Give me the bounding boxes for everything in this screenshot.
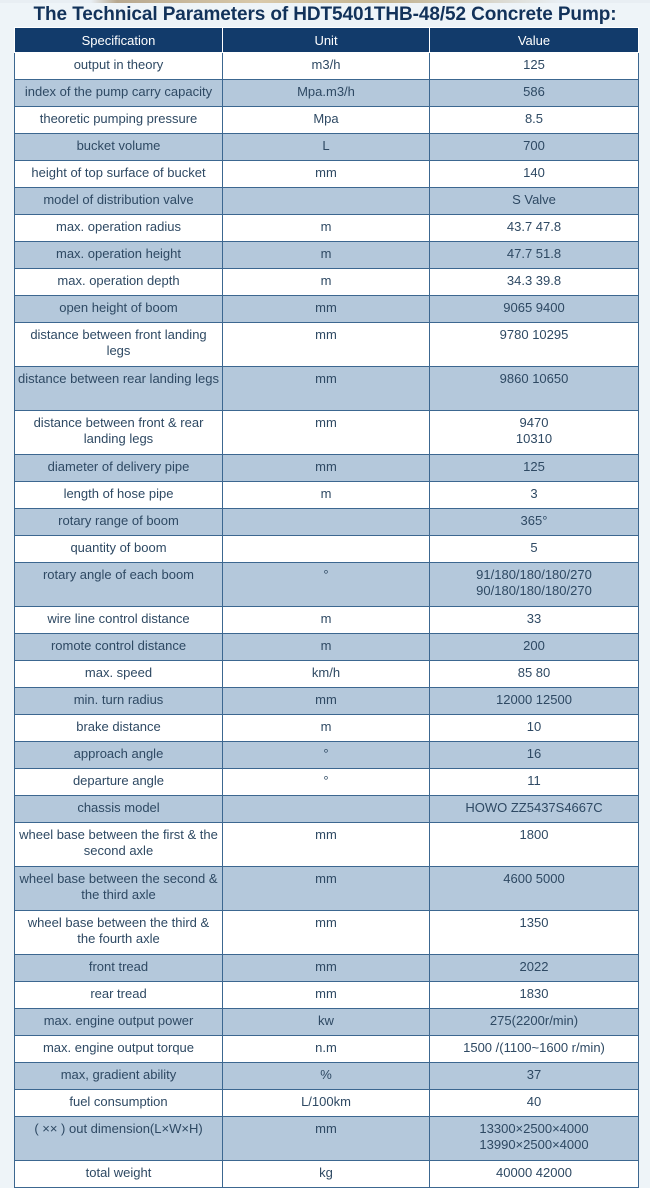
table-row	[15, 1063, 639, 1090]
table-row	[15, 161, 639, 188]
table-header-row	[15, 28, 639, 53]
unit-cell	[223, 536, 430, 563]
value-cell: 3	[430, 482, 639, 509]
value-cell: 10	[430, 715, 639, 742]
spec-cell: max. speed	[15, 661, 223, 688]
unit-cell: m3/h	[223, 53, 430, 80]
unit-cell: m	[223, 482, 430, 509]
spec-cell: total weight	[15, 1161, 223, 1188]
spec-cell: max. operation radius	[15, 215, 223, 242]
spec-cell: output in theory	[15, 53, 223, 80]
table-row	[15, 482, 639, 509]
value-cell: 9470 10310	[430, 411, 639, 455]
table-row	[15, 688, 639, 715]
spec-cell: max. operation depth	[15, 269, 223, 296]
parameters-table	[14, 27, 639, 1188]
value-cell: 365°	[430, 509, 639, 536]
unit-cell	[223, 796, 430, 823]
spec-cell: theoretic pumping pressure	[15, 107, 223, 134]
unit-cell: m	[223, 607, 430, 634]
table-row	[15, 455, 639, 482]
value-cell: 125	[430, 455, 639, 482]
value-cell: 8.5	[430, 107, 639, 134]
table-row	[15, 955, 639, 982]
unit-cell: mm	[223, 161, 430, 188]
unit-cell: mm	[223, 1117, 430, 1161]
table-row	[15, 107, 639, 134]
table-row	[15, 715, 639, 742]
unit-cell: °	[223, 742, 430, 769]
header-value: Value	[430, 28, 639, 53]
spec-cell: wire line control distance	[15, 607, 223, 634]
unit-cell	[223, 509, 430, 536]
value-cell: 1500 /(1100~1600 r/min)	[430, 1036, 639, 1063]
value-cell: 586	[430, 80, 639, 107]
table-row	[15, 982, 639, 1009]
table-row	[15, 296, 639, 323]
unit-cell: m	[223, 269, 430, 296]
unit-cell: mm	[223, 455, 430, 482]
spec-cell: bucket volume	[15, 134, 223, 161]
spec-cell: quantity of boom	[15, 536, 223, 563]
value-cell: HOWO ZZ5437S4667C	[430, 796, 639, 823]
spec-cell: rotary angle of each boom	[15, 563, 223, 607]
table-row	[15, 134, 639, 161]
table-row	[15, 509, 639, 536]
unit-cell: mm	[223, 867, 430, 911]
spec-cell: ( ×× ) out dimension(L×W×H)	[15, 1117, 223, 1161]
value-cell: 33	[430, 607, 639, 634]
table-row	[15, 563, 639, 607]
table-row	[15, 769, 639, 796]
spec-cell: front tread	[15, 955, 223, 982]
value-cell: 43.7 47.8	[430, 215, 639, 242]
spec-cell: departure angle	[15, 769, 223, 796]
table-row	[15, 1036, 639, 1063]
table-row	[15, 367, 639, 411]
unit-cell	[223, 188, 430, 215]
value-cell: 5	[430, 536, 639, 563]
unit-cell: %	[223, 1063, 430, 1090]
value-cell: 125	[430, 53, 639, 80]
unit-cell: n.m	[223, 1036, 430, 1063]
value-cell: 275(2200r/min)	[430, 1009, 639, 1036]
spec-cell: open height of boom	[15, 296, 223, 323]
unit-cell: mm	[223, 367, 430, 411]
table-row	[15, 661, 639, 688]
value-cell: 9065 9400	[430, 296, 639, 323]
unit-cell: mm	[223, 296, 430, 323]
unit-cell: °	[223, 563, 430, 607]
header-unit: Unit	[223, 28, 430, 53]
spec-cell: approach angle	[15, 742, 223, 769]
spec-cell: wheel base between the first & the second axle	[15, 823, 223, 867]
value-cell: 200	[430, 634, 639, 661]
value-cell: 1350	[430, 911, 639, 955]
value-cell: 140	[430, 161, 639, 188]
spec-cell: diameter of delivery pipe	[15, 455, 223, 482]
unit-cell: Mpa.m3/h	[223, 80, 430, 107]
spec-cell: rear tread	[15, 982, 223, 1009]
table-row	[15, 188, 639, 215]
table-row	[15, 796, 639, 823]
table-row	[15, 215, 639, 242]
spec-cell: fuel consumption	[15, 1090, 223, 1117]
unit-cell: L	[223, 134, 430, 161]
value-cell: 11	[430, 769, 639, 796]
spec-cell: max. operation height	[15, 242, 223, 269]
spec-cell: min. turn radius	[15, 688, 223, 715]
spec-cell: max. engine output power	[15, 1009, 223, 1036]
table-row	[15, 823, 639, 867]
table-row	[15, 911, 639, 955]
value-cell: 1800	[430, 823, 639, 867]
spec-cell: model of distribution valve	[15, 188, 223, 215]
unit-cell: mm	[223, 982, 430, 1009]
unit-cell: L/100km	[223, 1090, 430, 1117]
value-cell: 37	[430, 1063, 639, 1090]
table-row	[15, 1090, 639, 1117]
table-row	[15, 242, 639, 269]
value-cell: 85 80	[430, 661, 639, 688]
spec-cell: wheel base between the third & the fourth axle	[15, 911, 223, 955]
table-row	[15, 742, 639, 769]
unit-cell: mm	[223, 323, 430, 367]
value-cell: 34.3 39.8	[430, 269, 639, 296]
spec-cell: wheel base between the second & the third axle	[15, 867, 223, 911]
table-row	[15, 1161, 639, 1188]
spec-cell: chassis model	[15, 796, 223, 823]
table-row	[15, 607, 639, 634]
value-cell: 9780 10295	[430, 323, 639, 367]
spec-cell: rotary range of boom	[15, 509, 223, 536]
unit-cell: mm	[223, 955, 430, 982]
value-cell: 9860 10650	[430, 367, 639, 411]
table-row	[15, 536, 639, 563]
value-cell: 40	[430, 1090, 639, 1117]
value-cell: 16	[430, 742, 639, 769]
spec-cell: max, gradient ability	[15, 1063, 223, 1090]
table-row	[15, 1117, 639, 1161]
unit-cell: m	[223, 215, 430, 242]
page-title: The Technical Parameters of HDT5401THB-48/52 Concrete Pump:	[33, 4, 617, 25]
unit-cell: m	[223, 715, 430, 742]
table-row	[15, 1009, 639, 1036]
spec-cell: distance between rear landing legs	[15, 367, 223, 411]
spec-cell: length of hose pipe	[15, 482, 223, 509]
value-cell: S Valve	[430, 188, 639, 215]
value-cell: 2022	[430, 955, 639, 982]
unit-cell: kw	[223, 1009, 430, 1036]
header-specification: Specification	[15, 28, 223, 53]
unit-cell: mm	[223, 911, 430, 955]
spec-cell: romote control distance	[15, 634, 223, 661]
value-cell: 91/180/180/180/270 90/180/180/180/270	[430, 563, 639, 607]
spec-cell: distance between front landing legs	[15, 323, 223, 367]
unit-cell: kg	[223, 1161, 430, 1188]
unit-cell: mm	[223, 411, 430, 455]
unit-cell: m	[223, 242, 430, 269]
value-cell: 12000 12500	[430, 688, 639, 715]
unit-cell: mm	[223, 688, 430, 715]
spec-cell: brake distance	[15, 715, 223, 742]
table-row	[15, 80, 639, 107]
spec-cell: max. engine output torque	[15, 1036, 223, 1063]
table-row	[15, 867, 639, 911]
table-row	[15, 53, 639, 80]
unit-cell: Mpa	[223, 107, 430, 134]
table-row	[15, 323, 639, 367]
value-cell: 4600 5000	[430, 867, 639, 911]
table-row	[15, 411, 639, 455]
spec-cell: index of the pump carry capacity	[15, 80, 223, 107]
value-cell: 47.7 51.8	[430, 242, 639, 269]
value-cell: 1830	[430, 982, 639, 1009]
value-cell: 700	[430, 134, 639, 161]
value-cell: 13300×2500×4000 13990×2500×4000	[430, 1117, 639, 1161]
value-cell: 40000 42000	[430, 1161, 639, 1188]
unit-cell: mm	[223, 823, 430, 867]
unit-cell: km/h	[223, 661, 430, 688]
spec-cell: distance between front & rear landing legs	[15, 411, 223, 455]
unit-cell: °	[223, 769, 430, 796]
unit-cell: m	[223, 634, 430, 661]
table-row	[15, 269, 639, 296]
spec-cell: height of top surface of bucket	[15, 161, 223, 188]
table-row	[15, 634, 639, 661]
